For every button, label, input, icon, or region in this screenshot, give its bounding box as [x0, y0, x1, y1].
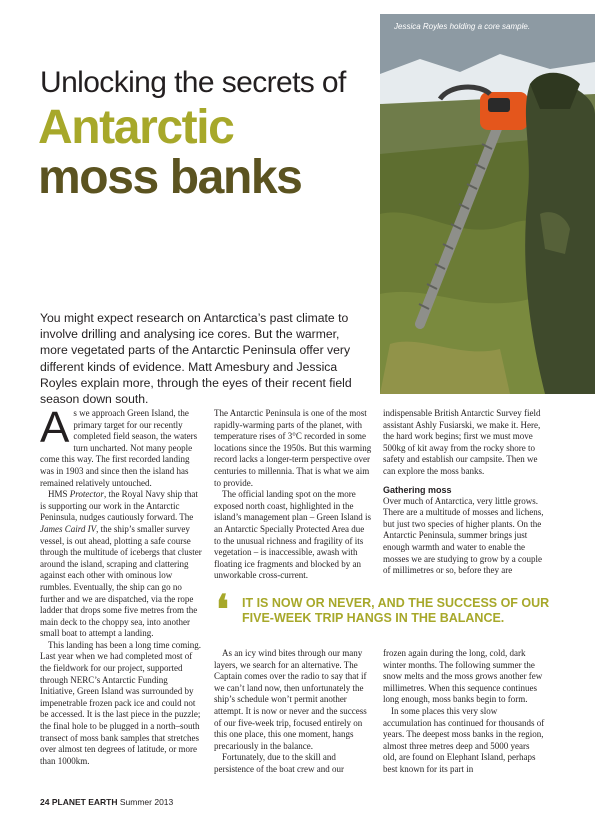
- page-footer: [40, 797, 173, 807]
- column-3-bottom: [383, 648, 545, 776]
- vessel-name: James Caird IV: [40, 523, 97, 534]
- headline: [38, 103, 378, 203]
- photo-caption: Jessica Royles holding a core sample.: [394, 22, 531, 31]
- headline-kicker: Unlocking the secrets of: [40, 66, 346, 99]
- paragraph: frozen again during the long, cold, dark winter months. The following summer the snow melts and the moss grows another few millimetres. When this sequence continues long enough, moss banks begin to form.: [383, 648, 543, 705]
- paragraph: [40, 489, 202, 640]
- column-2-top: [214, 408, 372, 582]
- magazine-name: PLANET EARTH: [51, 797, 118, 807]
- page-number: 24: [40, 797, 50, 807]
- ship-name: Protector: [69, 489, 104, 500]
- issue-label: Summer 2013: [119, 797, 174, 807]
- paragraph: This landing has been a long time coming. Last year when we had completed most of the fieldwork for our project, supported through NERC’s Antarctic Funding Initiative, Green Island was surrounded by impenetrable frozen pack ice and could not be accessed. It is the last piece in the puzzle; the final hole to be plugged in a north–south transect of moss bank samples that stretches over almost ten degrees of latitude, or more than 1000km.: [40, 639, 201, 766]
- headline-line-2: moss banks: [38, 151, 302, 204]
- paragraph: [40, 403, 202, 489]
- paragraph: In some places this very slow accumulation has continued for thousands of years. The deepest moss banks in the region, almost three metres deep and 5000 years old, are found on Elephant Island, perhaps best known for its part in: [383, 705, 545, 774]
- column-2-bottom: [214, 648, 372, 776]
- hero-photo: [380, 14, 595, 394]
- paragraph: Over much of Antarctica, very little grows. There are a multitude of mosses and lichens, but just two species of higher plants. On the Antarctic Peninsula, summer brings just enough warmth and water to enable the mosses we are studying to grow by a couple of millimetres or so, before they are: [383, 495, 544, 576]
- paragraph: The official landing spot on the more exposed north coast, highlighted in the island’s management plan – Green Island is an Antarctic Specially Protected Area due to the unusual richness and fragility of its vegetation – is inaccessible, awash with floating ice fragments and blocked by an unworkable cross-current.: [214, 489, 371, 581]
- quote-mark-icon: ❛: [216, 587, 229, 632]
- drop-cap: A: [40, 403, 70, 452]
- standfirst: You might expect research on Antarctica’s past climate to involve drilling and analysing ice cores. But the warmer, more vegetated parts of the Antarctic Peninsula offer very different kinds of evidence. Matt Amesbury and Jessica Royles explain more, through the eyes of their recent field season down south.: [40, 311, 352, 407]
- column-1: [40, 403, 202, 767]
- pull-quote-text: IT IS NOW OR NEVER, AND THE SUCCESS OF OUR FIVE-WEEK TRIP HANGS IN THE BALANCE.: [242, 596, 550, 625]
- paragraph-text: s we approach Green Island, the primary target for our recently completed field season, the waters turn uncharted. Not many people come this way. The first recorded landing was in 1903 and since then the island has remained relatively untouched.: [40, 408, 198, 488]
- paragraph: The Antarctic Peninsula is one of the most rapidly-warming parts of the planet, with temperature rises of 3°C recorded in some locations since the 1950s. But this warming record lacks a longer-term perspective over centuries to millennia. That is what we aim to provide.: [214, 408, 372, 488]
- subheading: Gathering moss: [383, 484, 452, 495]
- core-sample-photo-illustration: [380, 14, 595, 394]
- paragraph-text: HMS: [48, 489, 70, 500]
- headline-line-1: Antarctic: [38, 101, 234, 154]
- paragraph: As an icy wind bites through our many layers, we search for an alternative. The Captain comes over the radio to say that if we can’t land now, then unfortunately the ship’s schedule won’t permit another attempt. It is now or never and the success of our five-week trip, focused entirely on this one place, this one moment, hangs precariously in the balance.: [214, 648, 367, 751]
- paragraph-text: , the Royal Navy ship that is supporting our work in the Antarctic Peninsula, nudges cautiously forward. The: [40, 489, 198, 523]
- pull-quote: [216, 587, 556, 632]
- paragraph: Fortunately, due to the skill and persistence of the boat crew and our: [214, 752, 344, 774]
- column-3-top: [383, 408, 545, 577]
- paragraph-text: , the ship’s smaller survey vessel, is out ahead, plotting a safe course through the multitude of icebergs that cluster around the island, scraping and clattering against each other with ominous low rumbles. Eventually, the ship can go no further and we are dispatched, via the rope ladder that drops some five metres from the main deck to the choppy sea, into another small boat to attempt a landing.: [40, 523, 202, 639]
- paragraph: indispensable British Antarctic Survey field assistant Ashly Fusiarski, we make it. Here, the hard work begins; first we must move 500kg of kit away from the rocky shore to safety and establish our campsite. Then we can explore the moss banks.: [383, 408, 541, 476]
